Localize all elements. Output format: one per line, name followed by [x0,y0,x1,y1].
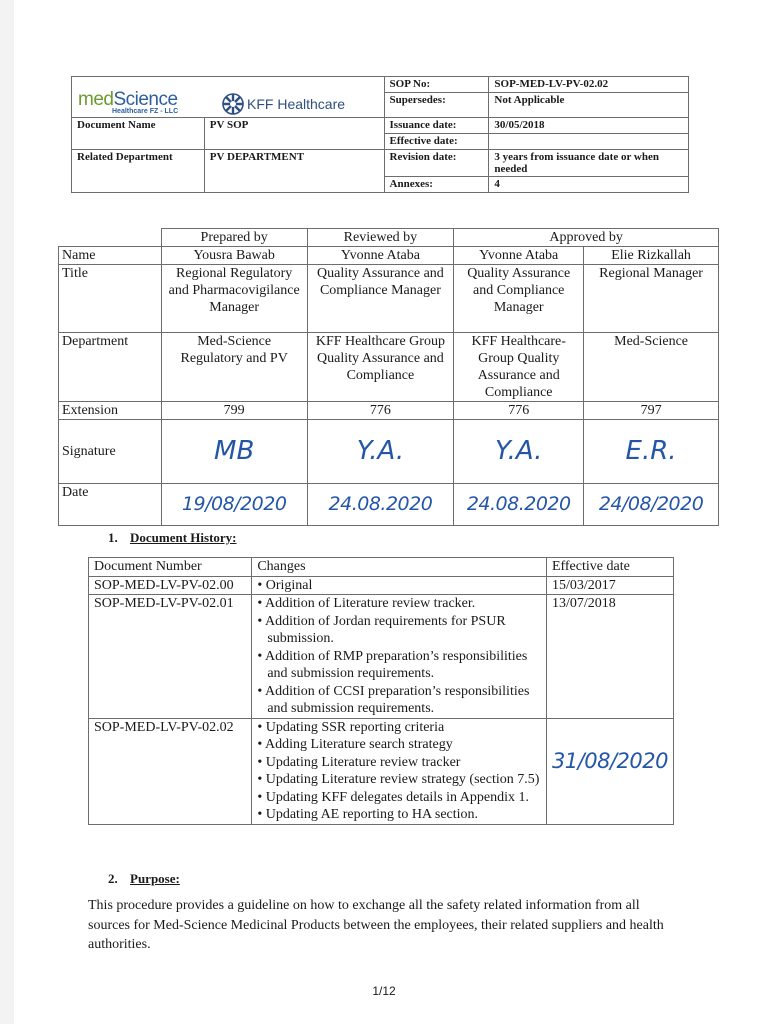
effective-date-value [489,134,689,150]
kff-emblem-icon [222,93,244,115]
revision-date-label: Revision date: [384,150,489,177]
handwritten-signature: MB [161,420,307,484]
effective-date-label: Effective date: [384,134,489,150]
issuance-date-value: 30/05/2018 [489,118,689,134]
annexes-label: Annexes: [384,177,489,193]
sop-no-value: SOP-MED-LV-PV-02.02 [489,77,689,93]
section-heading-document-history: 1. Document History: [108,530,237,545]
extension-cell: 797 [584,402,719,420]
supersedes-label: Supersedes: [384,93,489,118]
name-cell: Yousra Bawab [161,247,307,265]
department-cell: Med-Science [584,333,719,402]
title-cell: Regional Manager [584,265,719,333]
title-cell: Quality Assurance and Compliance Manager [307,265,454,333]
list-item: • Updating Literature review tracker [257,754,541,772]
sop-no-label: SOP No: [384,77,489,93]
handwritten-date: 24.08.2020 [307,484,454,526]
list-item: • Addition of Literature review tracker. [257,595,541,613]
title-cell: Quality Assurance and Compliance Manager [454,265,584,333]
sop-header-table [71,76,689,193]
page-number: 1/12 [372,984,396,998]
department-cell: Med-Science Regulatory and PV [161,333,307,402]
document-history-table [88,557,674,825]
annexes-value: 4 [489,177,689,193]
title-cell: Regional Regulatory and Pharmacovigilance Manager [161,265,307,333]
scan-margin [0,0,14,1024]
purpose-paragraph: This procedure provides a guideline on how to exchange all the safety related information from all sources for Med-Science Medicinal Products between the employees, their related suppliers and health authorities. [88,898,664,952]
list-item: • Addition of RMP preparation’s responsibilities and submission requirements. [257,648,541,683]
reviewed-by-header: Reviewed by [307,229,454,247]
table-row: SOP-MED-LV-PV-02.00 • Original 15/03/2017 [89,576,674,595]
row-label-name: Name [59,247,162,265]
handwritten-date: 24/08/2020 [584,484,719,526]
med-science-logo: medScience Healthcare FZ - LLC [78,89,179,115]
department-cell: KFF Healthcare-Group Quality Assurance and Compliance [454,333,584,402]
issuance-date-label: Issuance date: [384,118,489,134]
section-heading-purpose: 2. Purpose: [108,871,180,886]
handwritten-signature: E.R. [584,420,719,484]
extension-cell: 776 [454,402,584,420]
document-name-value: PV SOP [204,118,384,150]
handwritten-signature: Y.A. [454,420,584,484]
table-row: SOP-MED-LV-PV-02.01 • Addition of Literature review tracker. • Addition of Jordan requirements for PSUR submission. • Addition of RMP preparation’s responsibilities and submission requirements. • Addition of CCSI preparation’s responsibilities and submission requirements. 13/07/2018 [89,595,674,719]
handwritten-effective-date: 31/08/2020 [551,748,668,773]
logo-cell [72,77,385,118]
name-cell: Yvonne Ataba [454,247,584,265]
handwritten-date: 19/08/2020 [161,484,307,526]
row-label-extension: Extension [59,402,162,420]
related-department-label: Related Department [72,150,205,193]
handwritten-date: 24.08.2020 [454,484,584,526]
history-header-date: Effective date [546,558,673,577]
list-item: • Updating AE reporting to HA section. [257,806,541,824]
blank-corner [59,229,162,247]
table-row: SOP-MED-LV-PV-02.02 • Updating SSR reporting criteria • Adding Literature search strategy • Updating Literature review tracker • Updating Literature review strategy (section 7.5) • Updating KFF delegates details in Appendix 1. • Updating AE reporting to HA section. 31/08/2020 [89,718,674,824]
related-department-value: PV DEPARTMENT [204,150,384,193]
handwritten-signature: Y.A. [307,420,454,484]
supersedes-value: Not Applicable [489,93,689,118]
extension-cell: 799 [161,402,307,420]
row-label-department: Department [59,333,162,402]
list-item: • Updating KFF delegates details in Appendix 1. [257,789,541,807]
list-item: • Addition of Jordan requirements for PSUR submission. [257,613,541,648]
name-cell: Yvonne Ataba [307,247,454,265]
name-cell: Elie Rizkallah [584,247,719,265]
list-item: • Updating Literature review strategy (section 7.5) [257,771,541,789]
row-label-signature: Signature [59,420,162,484]
document-name-label: Document Name [72,118,205,150]
department-cell: KFF Healthcare Group Quality Assurance and Compliance [307,333,454,402]
list-item: • Original [257,577,541,595]
list-item: • Adding Literature search strategy [257,736,541,754]
approved-by-header: Approved by [454,229,719,247]
approval-table [58,228,719,526]
row-label-title: Title [59,265,162,333]
extension-cell: 776 [307,402,454,420]
list-item: • Addition of CCSI preparation’s responsibilities and submission requirements. [257,683,541,718]
history-header-document: Document Number [89,558,252,577]
row-label-date: Date [59,484,162,526]
kff-healthcare-logo: KFF Healthcare [222,93,345,115]
list-item: • Updating SSR reporting criteria [257,719,541,737]
prepared-by-header: Prepared by [161,229,307,247]
revision-date-value: 3 years from issuance date or when needed [489,150,689,177]
history-header-changes: Changes [252,558,547,577]
